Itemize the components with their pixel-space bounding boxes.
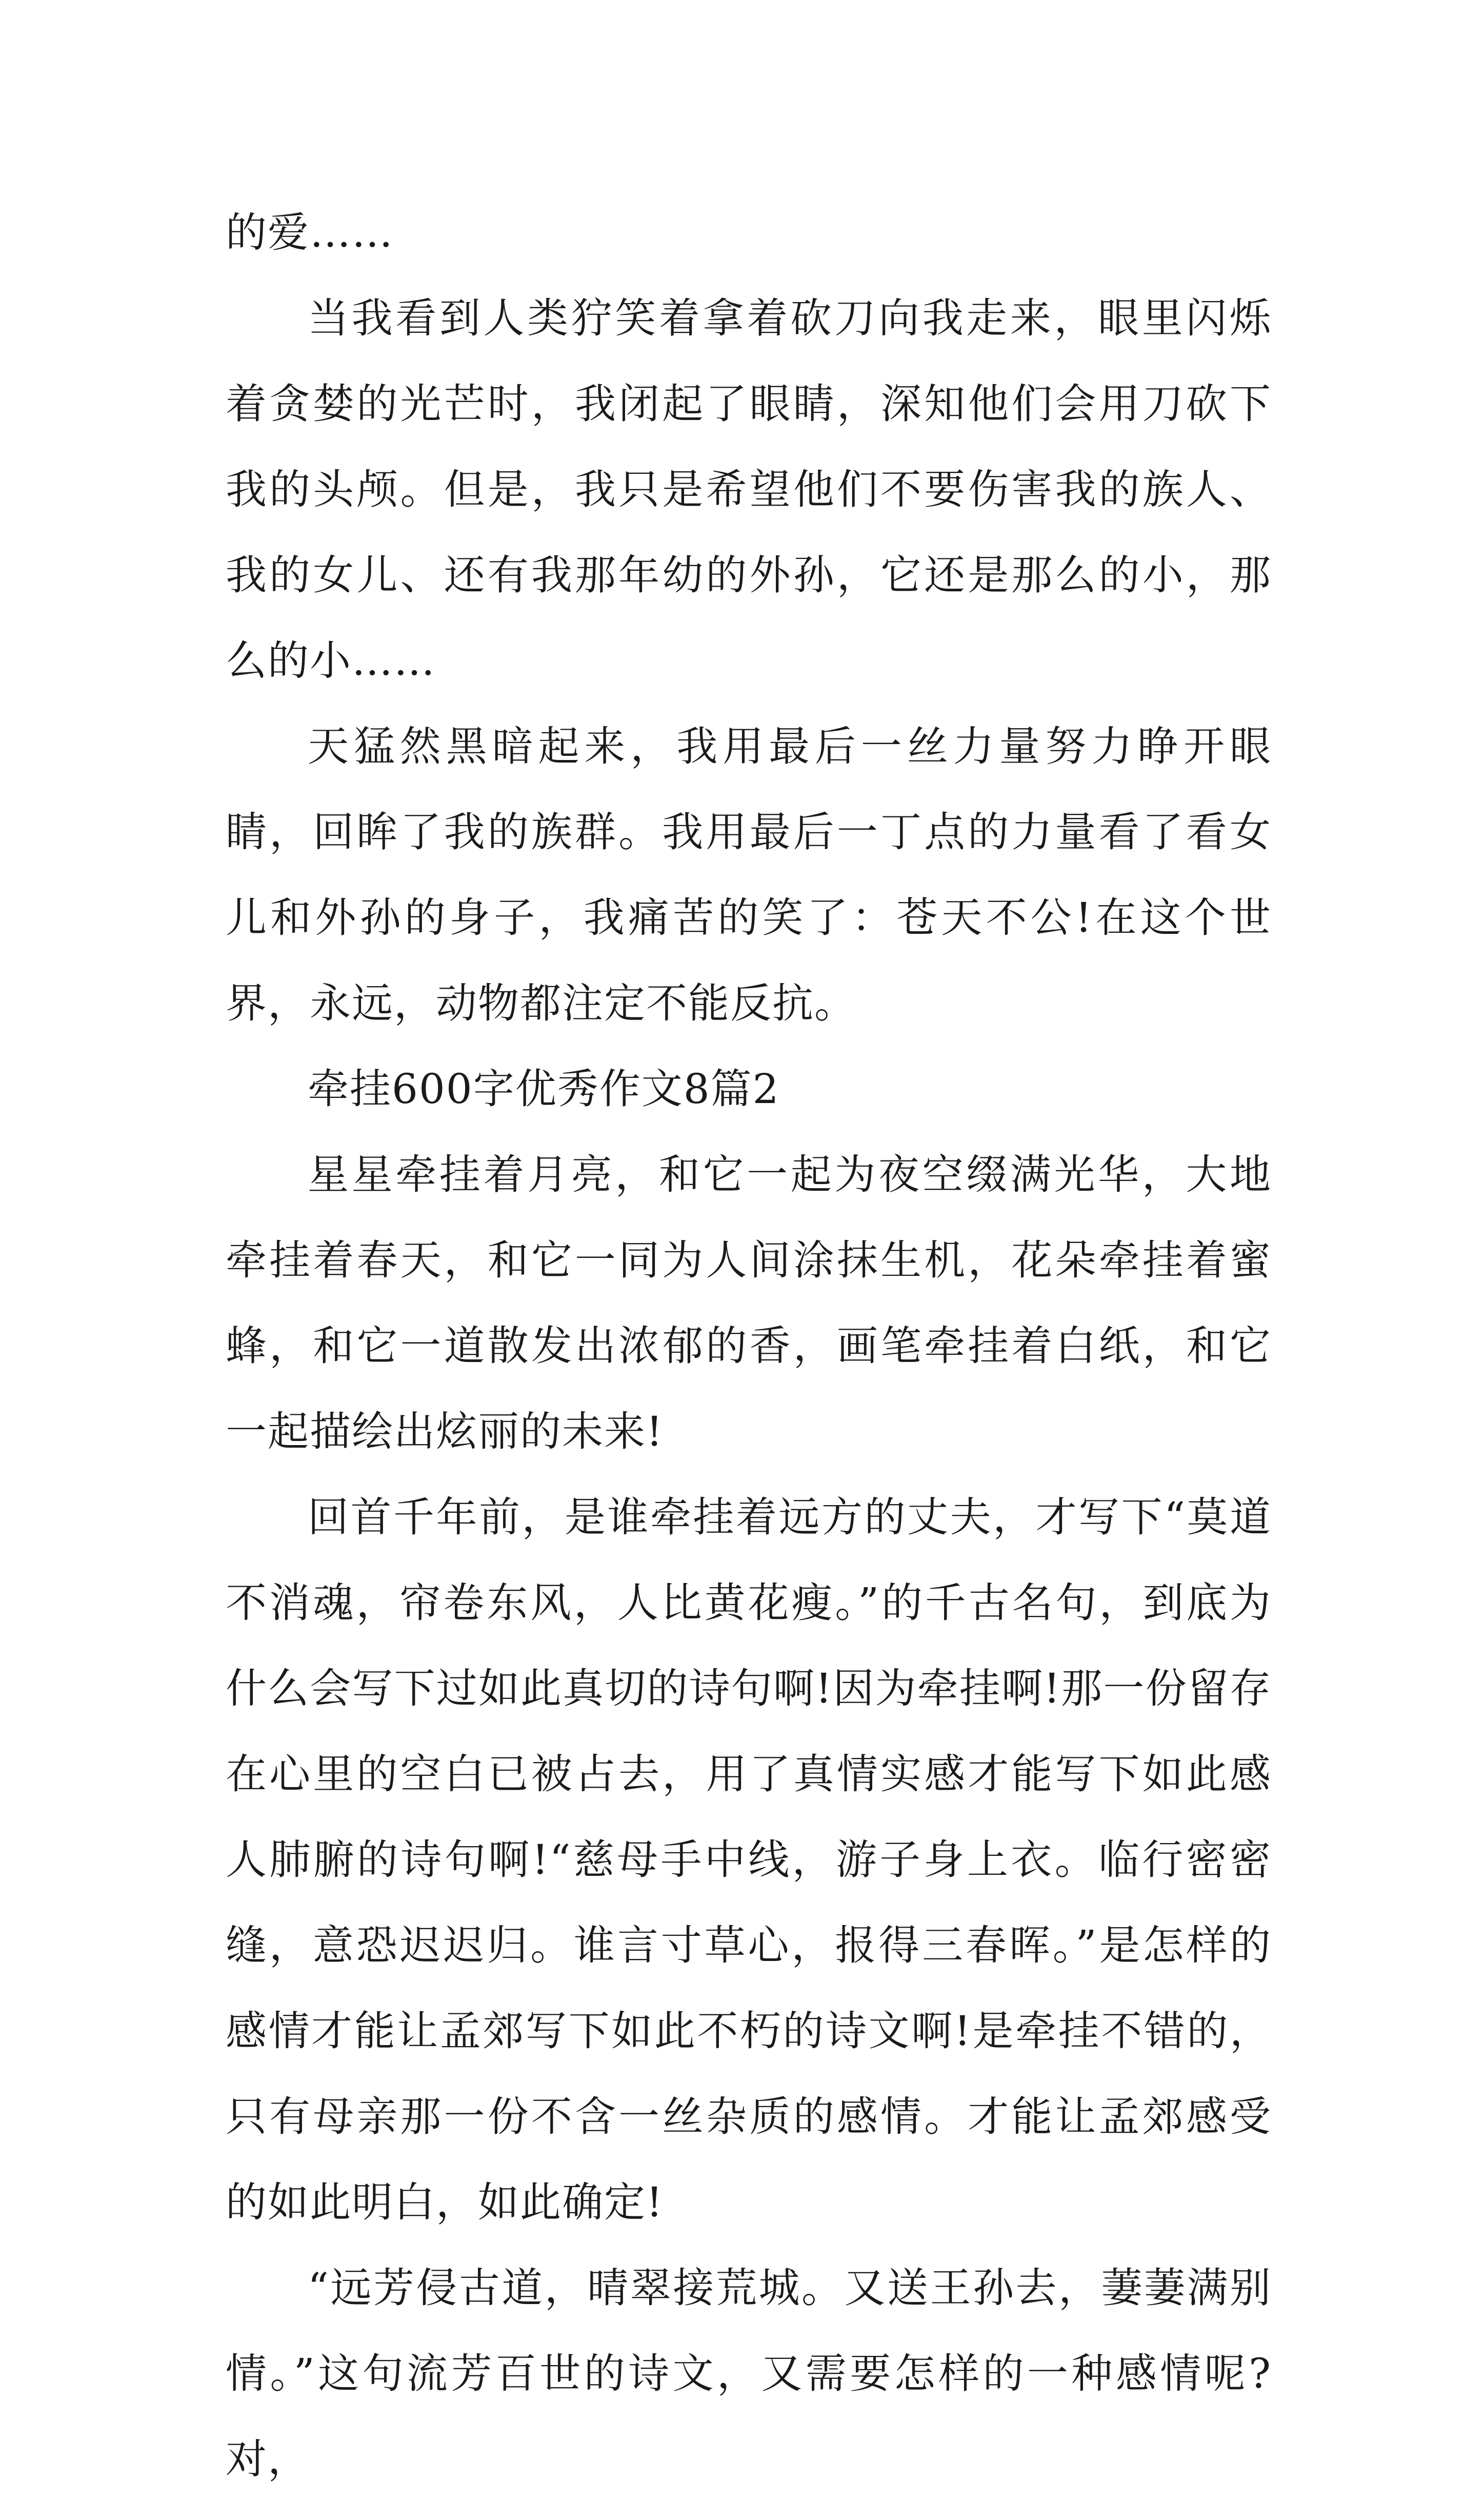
document-body xyxy=(226,190,1272,2502)
paragraph-continued: 的爱…… xyxy=(226,209,394,256)
section-heading: 牵挂600字优秀作文8篇2 xyxy=(308,1065,780,1113)
paragraph: 天猛然黑暗起来，我用最后一丝力量努力睁开眼睛，回眸了我的族群。我用最后一丁点的力量看了看女儿和外孙的身子，我痛苦的笑了：苍天不公!在这个世界，永远，动物都注定不能反抗。 xyxy=(226,723,1272,1027)
paragraph: 回首千年前，是谁牵挂着远方的丈夫，才写下“莫道不消魂，帘卷东风，人比黄花瘦。”的千古名句，到底为什么会写下过如此真切的诗句啊!因为牵挂啊!那一份留存在心里的空白已被占去，用了真情实感才能写下如此感人肺腑的诗句啊!“慈母手中线，游子身上衣。临行密密缝，意恐迟迟归。谁言寸草心，报得三春晖。”是怎样的感情才能让孟郊写下如此不朽的诗文啊!是牵挂不错的，只有母亲那一份不含一丝杂质的感情。才能让孟郊感受的如此明白，如此确定! xyxy=(226,1493,1272,2226)
paragraph: 星星牵挂着月亮，和它一起为夜空缀满光华，大地牵挂着春天，和它一同为人间涂抹生机，花朵牵挂着蜜蜂，和它一道散发出浓郁的香，画笔牵挂着白纸，和它一起描绘出炫丽的未来! xyxy=(226,1151,1272,1455)
paragraph: 当我看到人类狞笑着拿着砍刀向我走来，眼里闪烁着贪婪的光芒时，我闭起了眼睛，深知他们会用刀砍下我的头颅。但是，我只是希望他们不要伤害我的族人、我的女儿、还有我那年幼的外孙，它还是那么的小，那么的小…… xyxy=(226,294,1272,685)
paragraph: “远芳侵古道，晴翠接荒城。又送王孙去，萋萋满别情。”这句流芳百世的诗文，又需要怎样的一种感情呢?对， xyxy=(226,2264,1272,2483)
